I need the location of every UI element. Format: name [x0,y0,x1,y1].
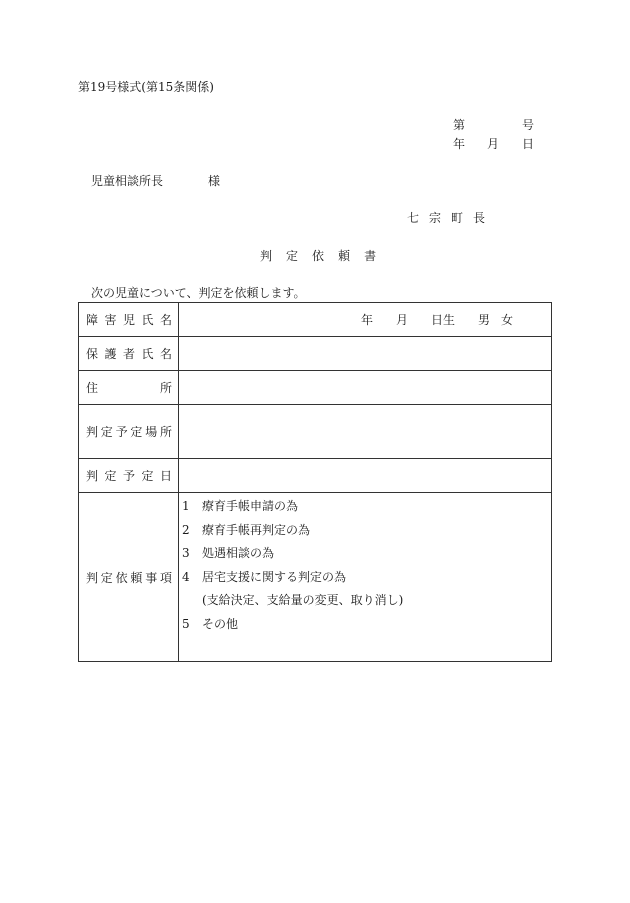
label-char: 所 [159,381,172,395]
label-char: 護 [104,347,117,361]
form-row-address [79,371,552,405]
gender-female[interactable]: 女 [501,313,514,327]
label-char: 障 [86,313,99,327]
sender-char: 長 [473,211,486,225]
document-title [260,249,376,263]
sender-char: 七 [407,211,420,225]
label-char: 定 [104,469,117,483]
label-char: 依 [115,570,128,585]
form-row-child-name [79,303,552,337]
request-item[interactable] [182,617,551,641]
doc-number-suffix: 号 [522,118,535,132]
item-text: 居宅支援に関する判定の為 [202,569,347,584]
form-row-location [79,405,552,459]
form-row-guardian-name [79,337,552,371]
label-char: 事 [145,570,158,585]
gender-male[interactable]: 男 [478,313,491,327]
item-number: 1 [182,499,190,513]
label-char: 児 [122,313,135,327]
label-char: 判 [86,425,99,439]
label-char: 項 [159,570,172,585]
addressee-honorific: 様 [208,174,221,188]
label-char: 頼 [130,570,143,585]
item-text: (支給決定、支給量の変更、取り消し) [202,593,404,607]
item-number: 2 [182,522,190,537]
field-assessment-date[interactable] [179,459,552,493]
label-char: 害 [104,313,117,327]
label-char: 名 [159,313,172,327]
label-char: 名 [159,347,172,361]
label-assessment-location [79,405,179,459]
label-char: 予 [122,469,135,483]
item-text: 療育手帳申請の為 [202,499,299,513]
field-request-items [179,493,552,662]
item-number: 4 [182,569,190,584]
field-child-name[interactable] [179,303,552,337]
item-number: 5 [182,616,190,631]
label-char: 判 [86,469,99,483]
label-address [79,371,179,405]
title-char: 定 [286,249,299,263]
field-assessment-location[interactable] [179,405,552,459]
date-month: 月 [487,137,500,151]
sender-char: 宗 [429,211,442,225]
label-char: 判 [86,570,99,585]
label-char: 保 [86,347,99,361]
label-assessment-date [79,459,179,493]
birth-month: 月 [396,313,409,327]
form-row-request-items [79,493,552,662]
title-char: 依 [312,249,325,263]
label-char: 住 [86,381,99,395]
label-char: 所 [159,425,172,439]
item-number [182,593,202,617]
label-char: 予 [115,425,128,439]
request-item[interactable] [182,523,551,547]
sender-char: 町 [451,211,464,225]
label-char: 者 [122,347,135,361]
request-item-note [182,593,551,617]
form-number: 第19号様式(第15条関係) [78,80,214,94]
birth-day: 日生 [431,313,456,327]
label-char: 日 [159,469,172,483]
field-guardian-name[interactable] [179,337,552,371]
addressee-name: 児童相談所長 [91,174,164,188]
label-char: 定 [100,425,113,439]
label-char: 定 [130,425,143,439]
item-text: 処遇相談の為 [202,546,275,560]
date-year: 年 [453,137,466,151]
request-item[interactable] [182,546,551,570]
item-text: その他 [202,616,239,631]
label-char: 氏 [141,347,154,361]
label-request-items [79,493,179,662]
form-row-date [79,459,552,493]
request-item[interactable] [182,499,551,523]
label-child-name [79,303,179,337]
label-char: 氏 [141,313,154,327]
request-item[interactable] [182,570,551,594]
title-char: 判 [260,249,273,263]
title-char: 書 [364,249,377,263]
request-form-table [78,302,552,662]
date-day: 日 [522,137,535,151]
label-char: 場 [145,425,158,439]
intro-text: 次の児童について、判定を依頼します。 [91,286,306,300]
title-char: 頼 [338,249,351,263]
label-char: 定 [100,570,113,585]
item-number: 3 [182,546,190,560]
item-text: 療育手帳再判定の為 [202,522,311,537]
field-address[interactable] [179,371,552,405]
label-char: 定 [141,469,154,483]
birth-year: 年 [361,313,374,327]
sender-title [407,211,485,225]
label-guardian-name [79,337,179,371]
doc-number-prefix: 第 [453,118,466,132]
